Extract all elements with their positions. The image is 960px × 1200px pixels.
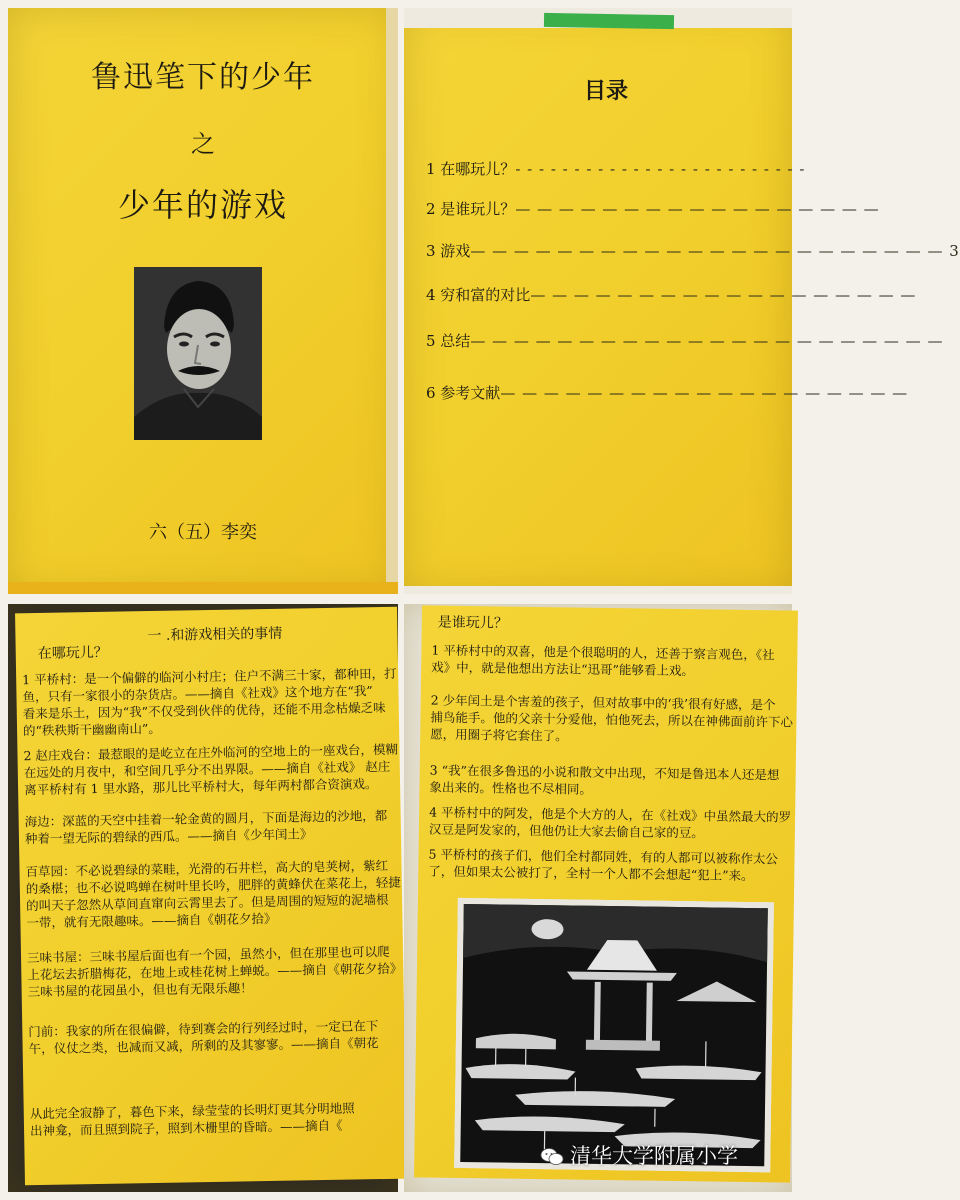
toc-item-label: 2 是谁玩儿？ bbox=[426, 200, 516, 218]
cover-zhi: 之 bbox=[191, 130, 215, 158]
opera-illustration bbox=[454, 898, 774, 1172]
toc-item bbox=[426, 198, 880, 219]
toc-leader: — — — — — — — — — — — — — — — — — — bbox=[530, 286, 917, 304]
content-page bbox=[414, 605, 798, 1182]
toc-leader: — — — — — — — — — — — — — — — — — — — bbox=[500, 384, 909, 402]
wechat-icon bbox=[540, 1147, 564, 1167]
toc-item bbox=[426, 240, 960, 261]
cover-page-photo bbox=[8, 8, 398, 594]
paragraph: 3 “我”在很多鲁迅的小说和散文中出现，不知是鲁迅本人还是想 象出来的。性格也不尽相同。 bbox=[429, 762, 780, 797]
paragraph: 4 平桥村中的阿发，他是个大方的人，在《社戏》中虽然最大的罗 汉豆是阿发家的，但他仍让大家去偷自己家的豆。 bbox=[428, 804, 792, 841]
watermark bbox=[540, 1140, 738, 1170]
paragraph: 1 平桥村：是一个偏僻的临河小村庄；住户不满三十家，都种田，打 鱼，只有一家很小的杂货店。——摘自《社戏》这个地方在“我” 看来是乐土，因为“我”不仅受到伙伴的优待，还能不用念枯燥乏味 的“秩秩斯干幽幽南山”。 bbox=[22, 665, 397, 739]
section-subtitle: 是谁玩儿？ bbox=[437, 614, 508, 632]
toc-item-label: 6 参考文献 bbox=[426, 384, 501, 402]
toc-item bbox=[426, 284, 917, 305]
toc-item bbox=[426, 158, 806, 179]
page-edge bbox=[8, 582, 398, 594]
paragraph: 2 赵庄戏台：最惹眼的是屹立在庄外临河的空地上的一座戏台，模糊 在远处的月夜中，和空间几乎分不出界限。——摘自《社戏》 赵庄 离平桥村有 1 里水路，那儿比平桥村大，每年两村都合资演戏。 bbox=[23, 741, 399, 798]
toc-leader: - - - - - - - - - - - - - - - - - - - - - - - - - bbox=[515, 160, 806, 178]
page-edge bbox=[404, 586, 792, 594]
toc-item-label: 3 游戏 bbox=[426, 242, 471, 260]
paragraph: 2 少年闰土是个害羞的孩子，但对故事中的‘我’很有好感，是个 捕鸟能手。他的父亲十分爱他，怕他死去，所以在神佛面前许下心 愿，用圈子将它套住了。 bbox=[430, 692, 794, 744]
paragraph: 5 平桥村的孩子们，他们全村都同姓，有的人都可以被称作太公 了，但如果太公被打了，全村一个人都不会想起“犯上”来。 bbox=[428, 846, 779, 884]
section-title: 一 .和游戏相关的事情 bbox=[147, 625, 283, 645]
author-portrait bbox=[134, 267, 262, 440]
toc-item bbox=[426, 330, 944, 351]
content-page bbox=[15, 607, 407, 1186]
content-page-photo-2 bbox=[404, 604, 792, 1192]
watermark-text: 清华大学附属小学 bbox=[570, 1144, 738, 1168]
paragraph: 百草园：不必说碧绿的菜畦，光滑的石井栏，高大的皂荚树，紫红 的桑椹；也不必说鸣蝉在树叶里长吟，肥胖的黄蜂伏在菜花上，轻捷 的叫天子忽然从草间直窜向云霄里去了。但是周围的短短的泥墙根 一带，就有无限趣味。——摘自《朝花夕拾》 bbox=[25, 857, 401, 931]
toc-leader: — — — — — — — — — — — — — — — — — bbox=[515, 200, 880, 218]
toc-title: 目录 bbox=[584, 78, 629, 104]
toc-page-photo bbox=[404, 8, 960, 594]
cover-author: 六（五）李奕 bbox=[149, 522, 257, 543]
paragraph: 从此完全寂静了，暮色下来，绿莹莹的长明灯更其分明地照 出神龛，而且照到院子，照到木栅里的昏暗。——摘自《 bbox=[29, 1100, 355, 1139]
cover-subtitle: 少年的游戏 bbox=[117, 186, 288, 224]
toc-item-label: 5 总结 bbox=[426, 332, 471, 350]
paragraph: 1 平桥村中的双喜，他是个很聪明的人，还善于察言观色，《社 戏》中，就是他想出方法让“迅哥”能够看上戏。 bbox=[431, 642, 775, 679]
green-tab bbox=[544, 13, 674, 29]
paragraph: 门前：我家的所在很偏僻，待到赛会的行列经过时，一定已在下 午，仪仗之类，也减而又减，所剩的及其寥寥。——摘自《朝花 bbox=[28, 1018, 379, 1057]
toc-item bbox=[426, 382, 909, 403]
cover-title: 鲁迅笔下的少年 bbox=[91, 60, 315, 95]
paragraph: 三味书屋：三味书屋后面也有一个园，虽然小，但在那里也可以爬 上花坛去折腊梅花，在地上或桂花树上蝉蜕。——摘自《朝花夕拾》 三味书屋的花园虽小，但也有无限乐趣！ bbox=[26, 943, 403, 1000]
toc-item-label: 4 穷和富的对比 bbox=[426, 286, 531, 304]
paragraph: 海边：深蓝的天空中挂着一轮金黄的圆月，下面是海边的沙地，都 种着一望无际的碧绿的西瓜。——摘自《少年闰土》 bbox=[24, 807, 388, 847]
toc-leader: — — — — — — — — — — — — — — — — — — — — — — bbox=[470, 332, 944, 350]
toc-leader: — — — — — — — — — — — — — — — — — — — — — — 3 bbox=[470, 242, 960, 260]
toc-item-label: 1 在哪玩儿？ bbox=[426, 160, 516, 178]
section-subtitle: 在哪玩儿？ bbox=[37, 644, 108, 662]
content-page-photo-1 bbox=[8, 604, 403, 1192]
